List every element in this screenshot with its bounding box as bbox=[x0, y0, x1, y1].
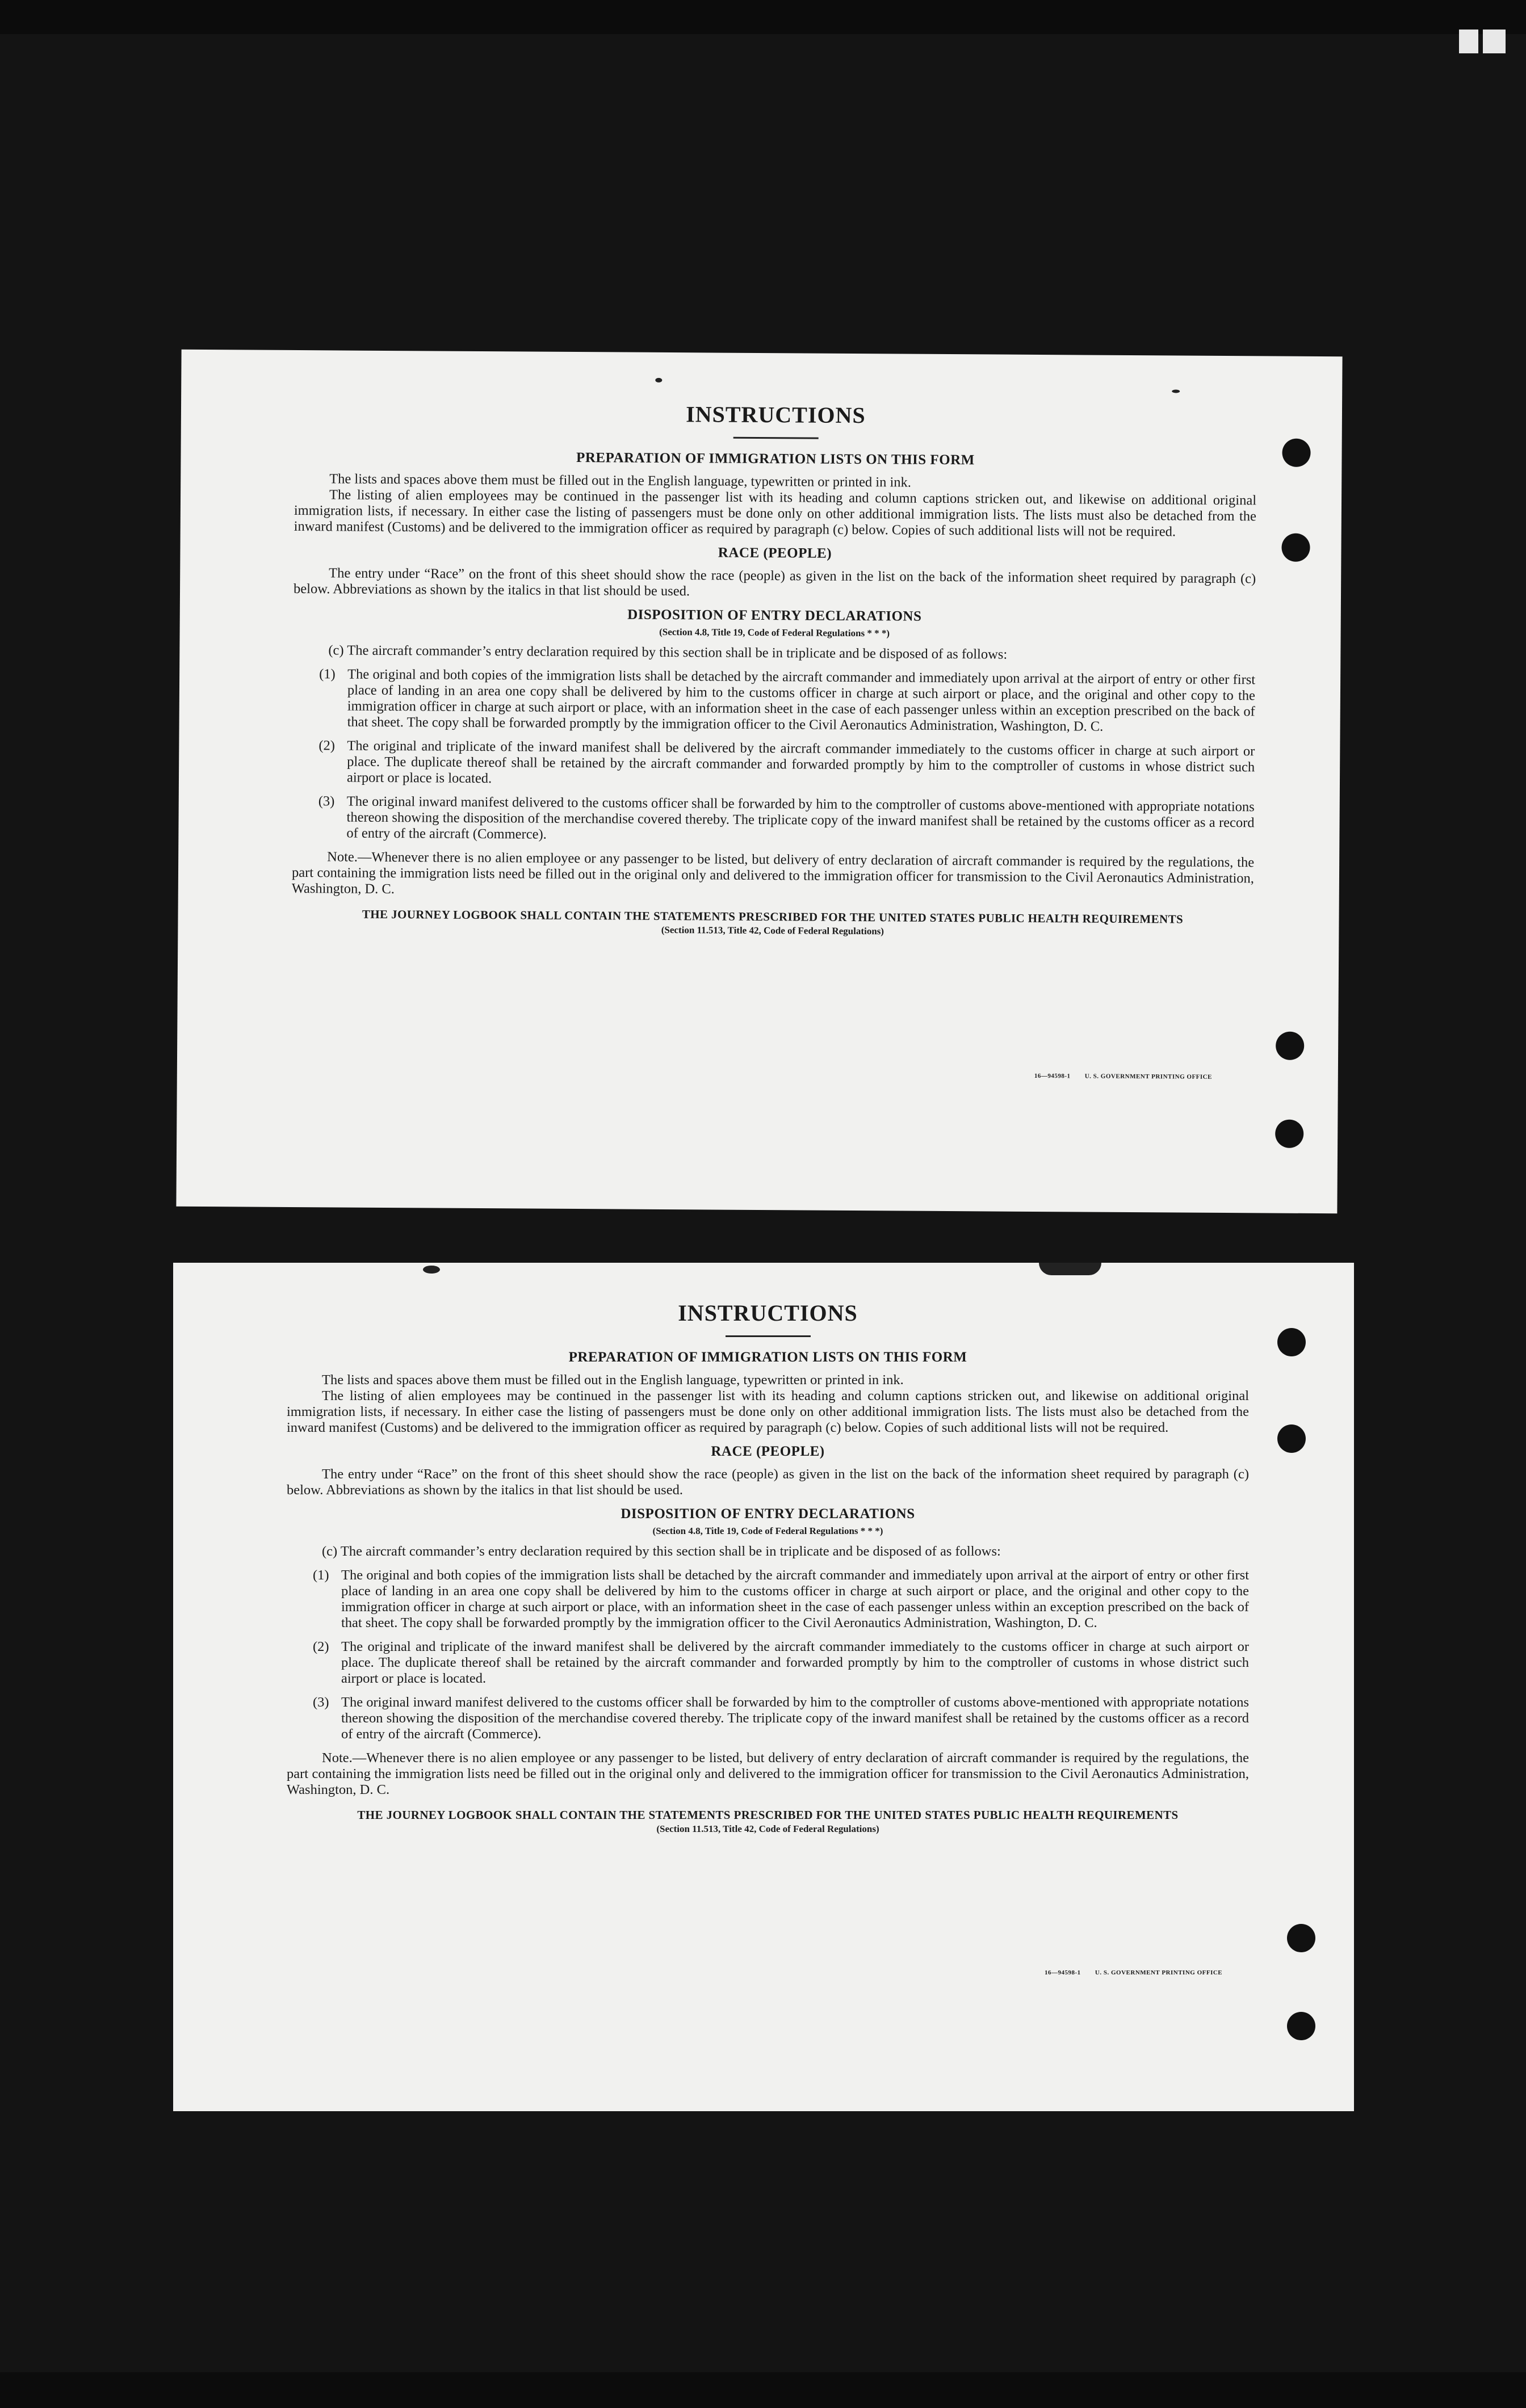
film-bottom-band bbox=[0, 2372, 1526, 2408]
sheet-1-content bbox=[291, 398, 1257, 939]
form-code: 16—94598-1 bbox=[1045, 1969, 1081, 1976]
section-heading-race: RACE (PEOPLE) bbox=[711, 1444, 825, 1459]
form-code: 16—94598-1 bbox=[1034, 1072, 1071, 1080]
page-title: INSTRUCTIONS bbox=[686, 401, 866, 428]
scan-speck bbox=[655, 378, 662, 383]
paragraph-race: The entry under “Race” on the front of this sheet should show the race (people) as given in the list on the back of the information sheet required by paragraph (c) below. Abbreviations as shown by the italics in that list should be used. bbox=[293, 565, 1256, 599]
title-underline bbox=[726, 1335, 811, 1337]
sheet-2-content bbox=[287, 1300, 1249, 1835]
list-item-number: (1) bbox=[313, 1567, 329, 1583]
punch-hole-icon bbox=[1277, 1424, 1306, 1453]
section-heading-disposition: DISPOSITION OF ENTRY DECLARATIONS bbox=[627, 607, 922, 624]
scan-speck bbox=[423, 1266, 440, 1274]
list-item bbox=[318, 793, 1254, 847]
punch-hole-icon bbox=[1277, 1328, 1306, 1356]
paragraph-preparation-2: The listing of alien employees may be continued in the passenger list with its heading and column captions stricken out, and likewise on additional original immigration lists, if necessary. In either case the listing of passengers must be done only on other additional immigration lists. The lists must also be detached from the inward manifest (Customs) and be delivered to the immigration officer as required by paragraph (c) below. Copies of such additional lists will not be required. bbox=[287, 1388, 1249, 1435]
paragraph-preparation-2: The listing of alien employees may be continued in the passenger list with its heading and column captions stricken out, and likewise on additional original immigration lists, if necessary. In either case the listing of passengers must be done only on other additional immigration lists. The lists must also be detached from the inward manifest (Customs) and be delivered to the immigration officer as required by paragraph (c) below. Copies of such additional lists will not be required. bbox=[294, 487, 1257, 540]
health-requirements-citation: (Section 11.513, Title 42, Code of Federal Regulations) bbox=[661, 924, 884, 937]
printing-office: U. S. GOVERNMENT PRINTING OFFICE bbox=[1095, 1969, 1223, 1976]
list-item-number: (1) bbox=[319, 666, 336, 682]
list-item bbox=[313, 1567, 1249, 1631]
printer-imprint bbox=[1045, 1969, 1222, 1976]
section-heading-race: RACE (PEOPLE) bbox=[718, 545, 832, 561]
instruction-sheet-1 bbox=[176, 350, 1342, 1213]
punch-hole-icon bbox=[1276, 1032, 1304, 1060]
list-item-number: (2) bbox=[318, 738, 336, 754]
list-item-text: The original and triplicate of the inward manifest shall be delivered by the aircraft commander immediately to the customs officer in charge at such airport or place. The duplicate thereof shall be retained by the aircraft commander and forwarded promptly by him to the comptroller of customs in whose district such airport or place is located. bbox=[346, 738, 1255, 787]
list-item-text: The original inward manifest delivered to the customs officer shall be forwarded by him to the comptroller of customs above-mentioned with appropriate notations thereon showing the disposition of the merchandise covered thereby. The triplicate copy of the inward manifest shall be retained by the customs officer as a record of entry of the aircraft (Commerce). bbox=[346, 793, 1255, 842]
paragraph-race: The entry under “Race” on the front of this sheet should show the race (people) as given in the list on the back of the information sheet required by paragraph (c) below. Abbreviations as shown by the italics in that list should be used. bbox=[287, 1466, 1249, 1498]
list-item bbox=[313, 1695, 1249, 1742]
paragraph-preparation-1: The lists and spaces above them must be filled out in the English language, typewritten or printed in ink. bbox=[322, 1372, 904, 1388]
film-marker-right bbox=[1483, 30, 1506, 53]
punch-hole-icon bbox=[1287, 2012, 1315, 2040]
list-item-text: The original and both copies of the immigration lists shall be detached by the aircraft commander and immediately upon arrival at the airport of entry or other first place of landing in an area one copy shall be delivered by him to the customs officer in charge at such airport or place, and the original and other copy to the immigration officer in charge at such airport or place, with an information sheet in the case of each passenger unless within an exception prescribed on the back of that sheet. The copy shall be forwarded promptly by the immigration officer to the Civil Aeronautics Administration, Washington, D. C. bbox=[347, 666, 1256, 734]
list-item bbox=[313, 1639, 1249, 1687]
film-top-band bbox=[0, 0, 1526, 34]
printer-imprint bbox=[1034, 1073, 1212, 1081]
list-item-text: The original and triplicate of the inward manifest shall be delivered by the aircraft commander immediately to the customs officer in charge at such airport or place. The duplicate thereof shall be retained by the aircraft commander and forwarded promptly by him to the comptroller of customs in whose district such airport or place is located. bbox=[341, 1639, 1249, 1686]
list-item bbox=[319, 666, 1256, 736]
film-marker-left bbox=[1459, 30, 1478, 53]
list-item-number: (2) bbox=[313, 1639, 329, 1654]
punch-hole-icon bbox=[1281, 533, 1310, 562]
disposition-intro: (c) The aircraft commander’s entry declaration required by this section shall be in triplicate and be disposed of as follows: bbox=[328, 642, 1008, 662]
disposition-citation: (Section 4.8, Title 19, Code of Federal Regulations * * *) bbox=[652, 1526, 883, 1536]
page-title: INSTRUCTIONS bbox=[678, 1300, 858, 1326]
list-item-number: (3) bbox=[318, 793, 335, 809]
note-paragraph: Note.—Whenever there is no alien employee or any passenger to be listed, but delivery of entry declaration of aircraft commander is required by the regulations, the part containing the immigration lists need be filled out in the original only and delivered to the immigration officer for transmission to the Civil Aeronautics Administration, Washington, D. C. bbox=[287, 1750, 1249, 1797]
health-requirements-statement: THE JOURNEY LOGBOOK SHALL CONTAIN THE STATEMENTS PRESCRIBED FOR THE UNITED STATES PUBLIC HEALTH REQUIREMENTS bbox=[362, 907, 1184, 926]
paragraph-preparation-1: The lists and spaces above them must be filled out in the English language, typewritten or printed in ink. bbox=[329, 471, 912, 490]
list-item-number: (3) bbox=[313, 1695, 329, 1710]
punch-hole-icon bbox=[1275, 1120, 1303, 1148]
section-heading-disposition: DISPOSITION OF ENTRY DECLARATIONS bbox=[621, 1506, 915, 1522]
scan-speck bbox=[1172, 389, 1180, 393]
health-requirements-statement: THE JOURNEY LOGBOOK SHALL CONTAIN THE STATEMENTS PRESCRIBED FOR THE UNITED STATES PUBLIC HEALTH REQUIREMENTS bbox=[357, 1808, 1179, 1822]
title-underline bbox=[733, 437, 818, 439]
disposition-intro: (c) The aircraft commander’s entry declaration required by this section shall be in triplicate and be disposed of as follows: bbox=[322, 1544, 1001, 1559]
section-heading-preparation: PREPARATION OF IMMIGRATION LISTS ON THIS FORM bbox=[576, 450, 975, 468]
list-item-text: The original inward manifest delivered to the customs officer shall be forwarded by him to the comptroller of customs above-mentioned with appropriate notations thereon showing the disposition of the merchandise covered thereby. The triplicate copy of the inward manifest shall be retained by the customs officer as a record of entry of the aircraft (Commerce). bbox=[341, 1695, 1249, 1742]
punch-hole-icon bbox=[1282, 439, 1310, 467]
scan-speck bbox=[1039, 1263, 1101, 1275]
printing-office: U. S. GOVERNMENT PRINTING OFFICE bbox=[1084, 1073, 1213, 1081]
punch-hole-icon bbox=[1287, 1924, 1315, 1952]
list-item bbox=[318, 738, 1255, 791]
instruction-sheet-2 bbox=[173, 1263, 1354, 2111]
health-requirements-citation: (Section 11.513, Title 42, Code of Federal Regulations) bbox=[656, 1823, 879, 1834]
disposition-citation: (Section 4.8, Title 19, Code of Federal Regulations * * *) bbox=[659, 626, 890, 639]
note-paragraph: Note.—Whenever there is no alien employee or any passenger to be listed, but delivery of entry declaration of aircraft commander is required by the regulations, the part containing the immigration lists need be filled out in the original only and delivered to the immigration officer for transmission to the Civil Aeronautics Administration, Washington, D. C. bbox=[291, 849, 1255, 897]
section-heading-preparation: PREPARATION OF IMMIGRATION LISTS ON THIS FORM bbox=[568, 1350, 967, 1365]
list-item-text: The original and both copies of the immigration lists shall be detached by the aircraft commander and immediately upon arrival at the airport of entry or other first place of landing in an area one copy shall be delivered by him to the customs officer in charge at such airport or place, and the original and other copy to the immigration officer in charge at such airport or place, with an information sheet in the case of each passenger unless within an exception prescribed on the back of that sheet. The copy shall be forwarded promptly by the immigration officer to the Civil Aeronautics Administration, Washington, D. C. bbox=[341, 1567, 1249, 1630]
